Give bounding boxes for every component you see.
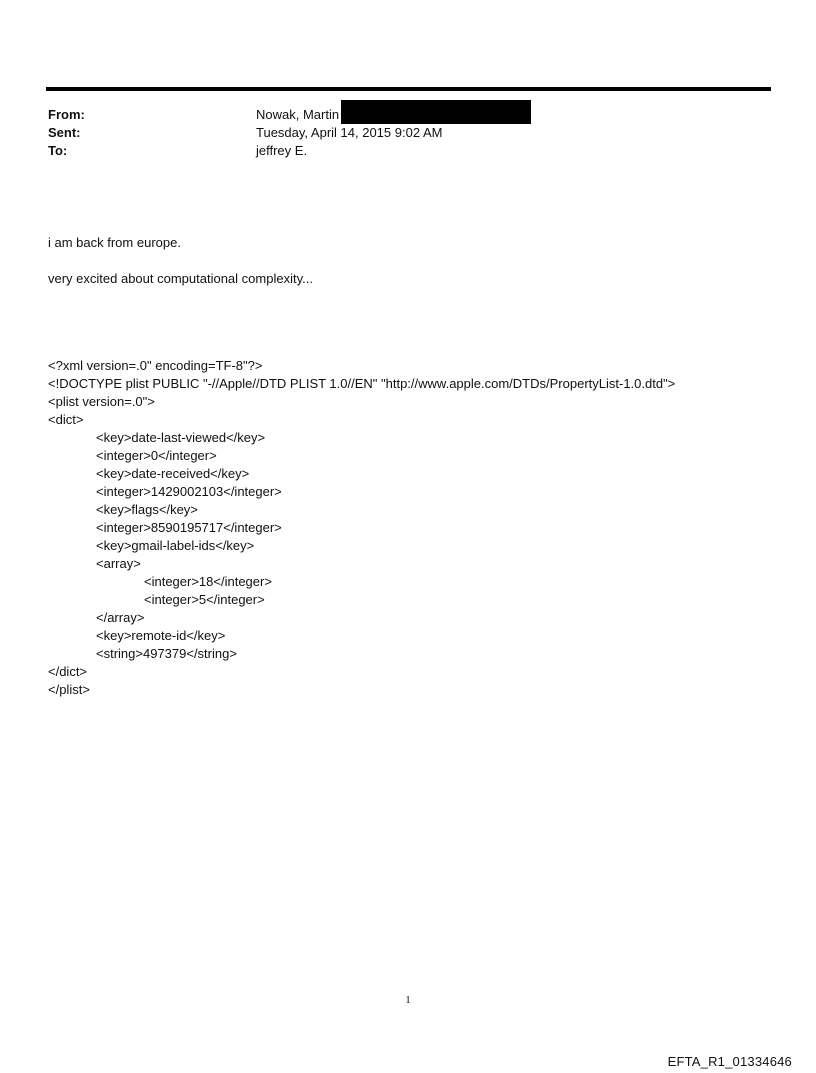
to-value: jeffrey E.: [256, 143, 308, 158]
xml-key-line: <key>date-last-viewed</key>: [96, 430, 266, 445]
to-label: To:: [48, 143, 68, 158]
xml-key-line: <key>date-received</key>: [96, 466, 250, 481]
xml-value-line: <integer>1429002103</integer>: [96, 484, 282, 499]
xml-array-item: <integer>18</integer>: [144, 574, 272, 589]
to-row: [48, 142, 768, 160]
sent-value: Tuesday, April 14, 2015 9:02 AM: [256, 125, 443, 140]
header-divider-rule: [46, 87, 771, 91]
from-value: Nowak, Martin: [256, 107, 340, 122]
xml-value-line: <integer>0</integer>: [96, 448, 217, 463]
xml-dict-open: <dict>: [48, 412, 84, 427]
xml-value-line: <integer>8590195717</integer>: [96, 520, 282, 535]
xml-plist-open: <plist version=.0">: [48, 394, 155, 409]
email-body: [48, 234, 768, 306]
from-label: From:: [48, 107, 85, 122]
xml-declaration: <?xml version=.0" encoding=TF-8"?>: [48, 358, 263, 373]
page-number: 1: [405, 994, 411, 1006]
redaction-box: [341, 100, 531, 124]
body-line-2: very excited about computational complexity...: [48, 271, 313, 286]
xml-array-item: <integer>5</integer>: [144, 592, 265, 607]
xml-value-line: <string>497379</string>: [96, 646, 237, 661]
xml-key-line: <key>remote-id</key>: [96, 628, 226, 643]
xml-doctype: <!DOCTYPE plist PUBLIC "-//Apple//DTD PLIST 1.0//EN" "http://www.apple.com/DTDs/PropertyList-1.0.dtd">: [48, 376, 676, 391]
xml-array-open: <array>: [96, 556, 141, 571]
xml-key-line: <key>flags</key>: [96, 502, 198, 517]
xml-key-line: <key>gmail-label-ids</key>: [96, 538, 255, 553]
email-header: [48, 106, 768, 160]
sent-label: Sent:: [48, 125, 81, 140]
bates-stamp: EFTA_R1_01334646: [667, 1054, 792, 1069]
from-row: [48, 106, 768, 124]
xml-plist-close: </plist>: [48, 682, 90, 697]
xml-dict-close: </dict>: [48, 664, 88, 679]
xml-array-close: </array>: [96, 610, 145, 625]
body-line-1: i am back from europe.: [48, 235, 181, 250]
plist-xml-block: [48, 357, 768, 699]
sent-row: [48, 124, 768, 142]
